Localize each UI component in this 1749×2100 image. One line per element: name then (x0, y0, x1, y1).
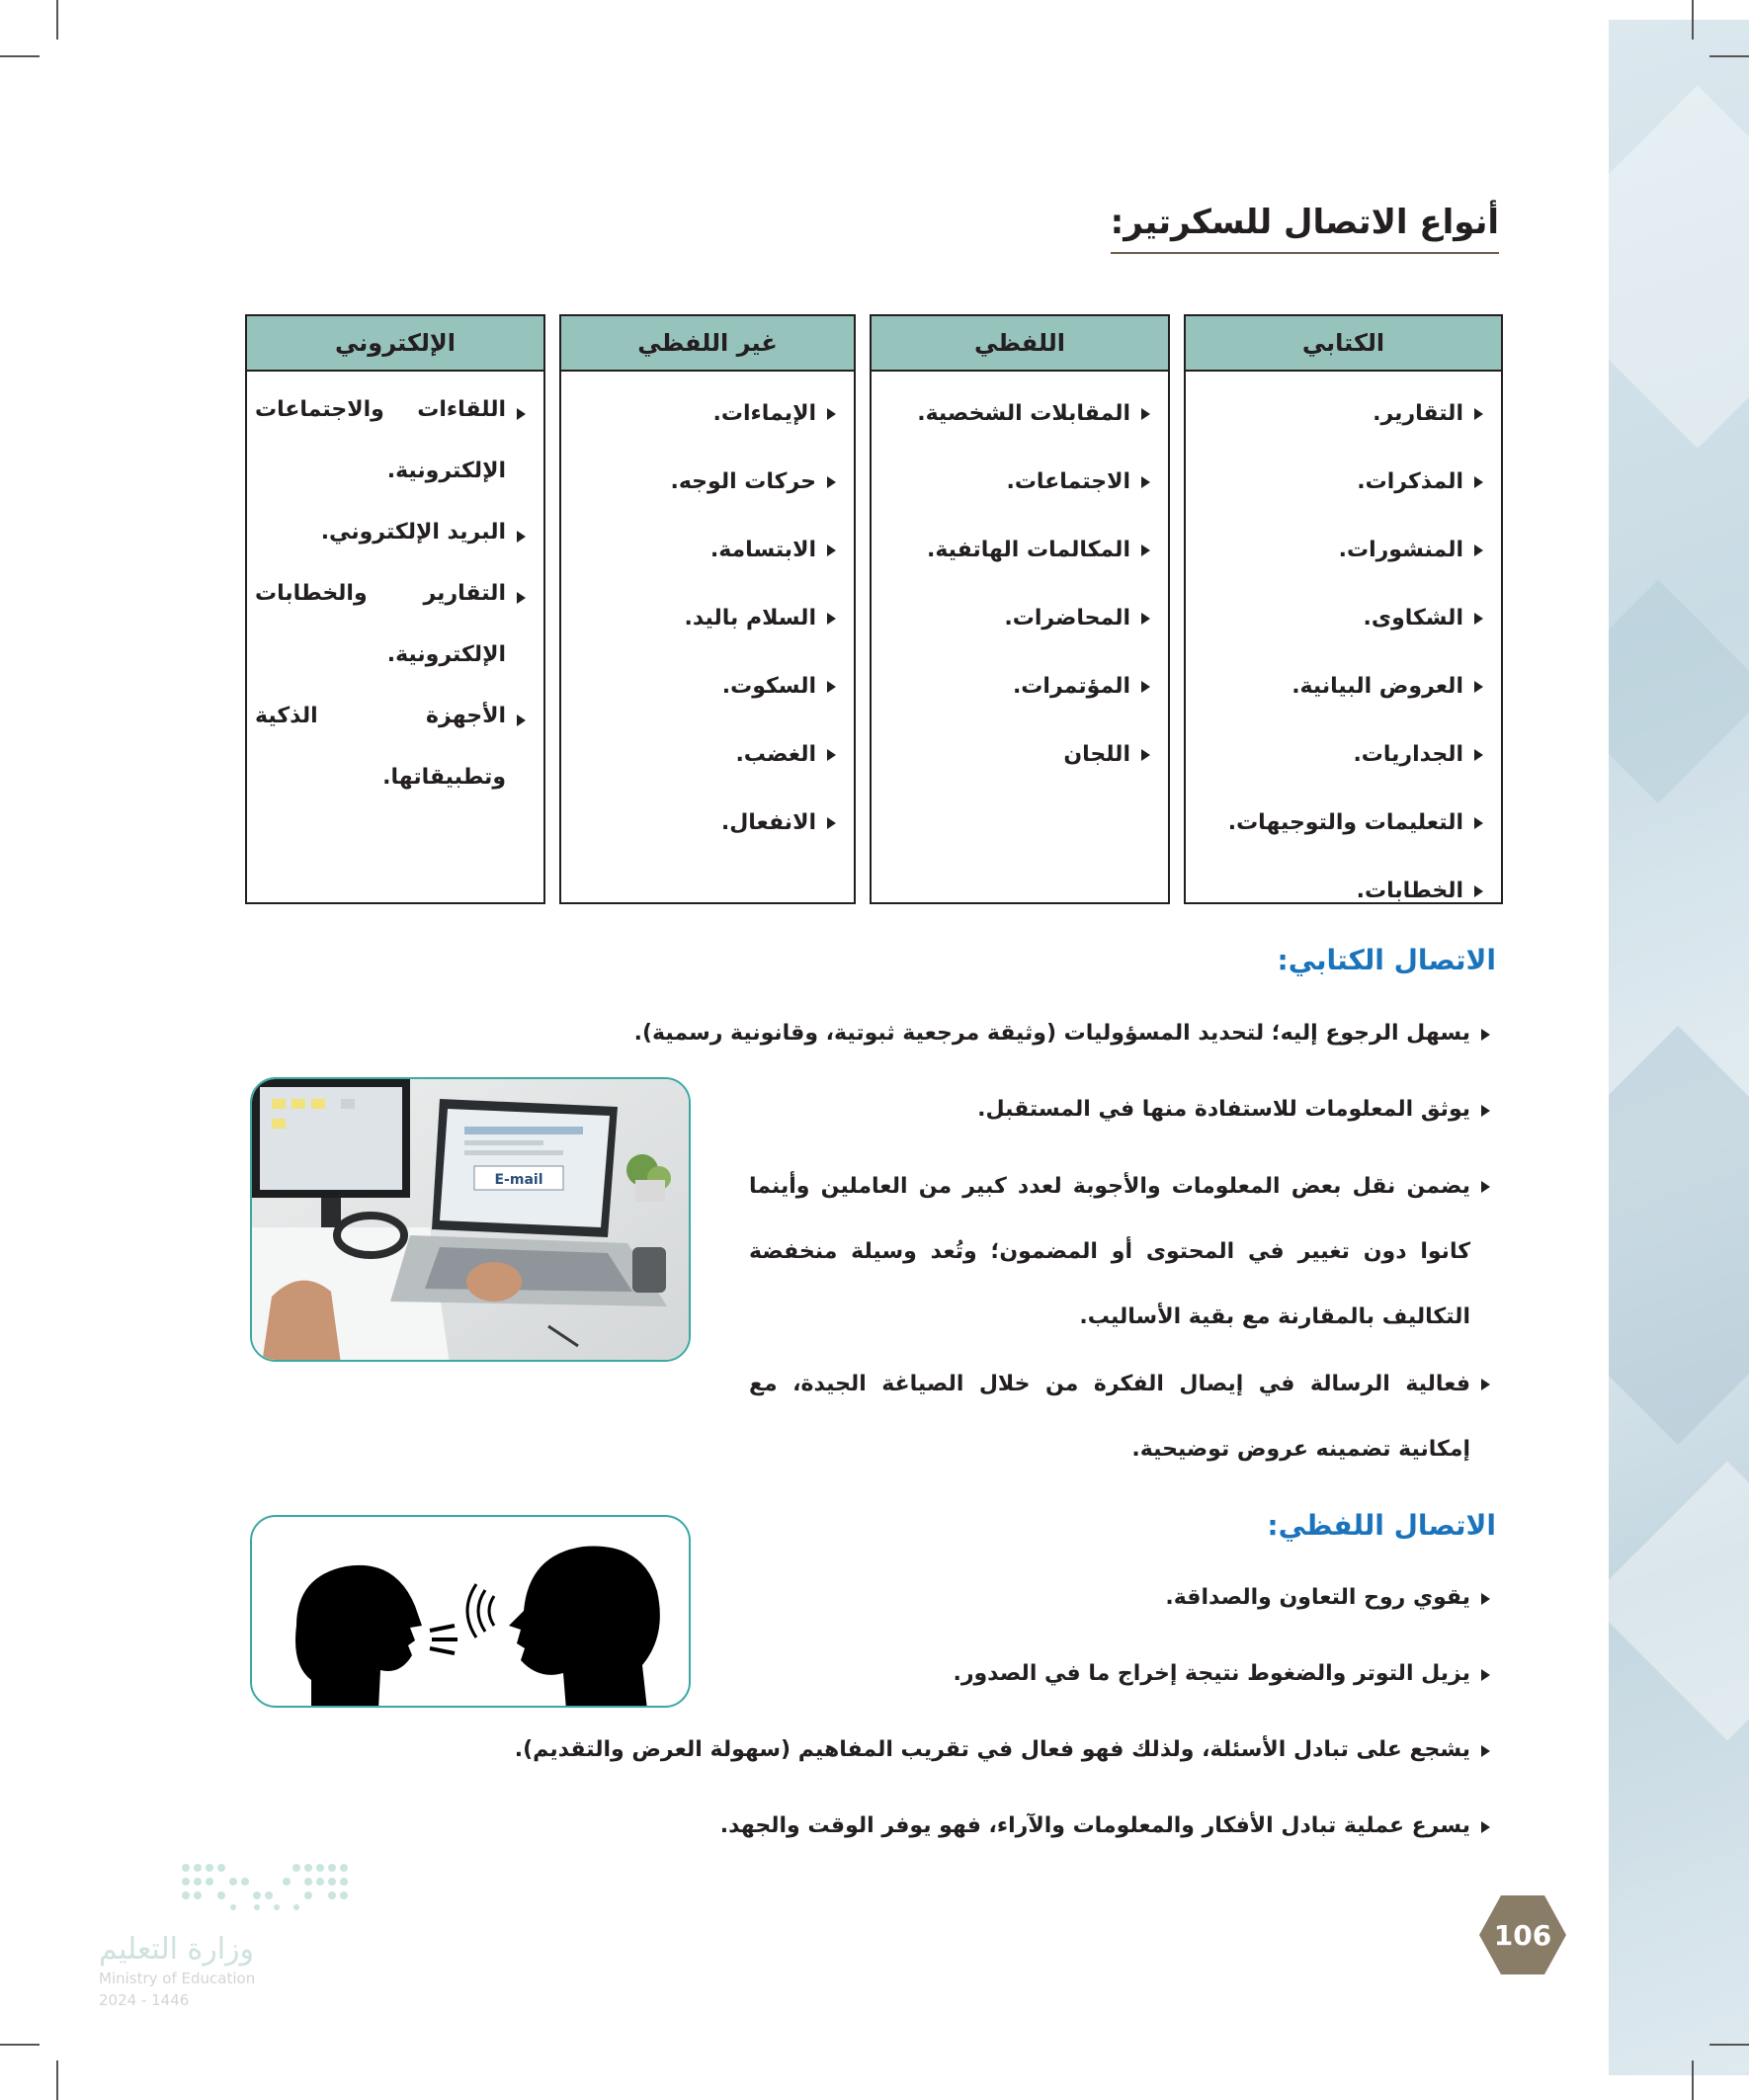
bullet-item: يسهل الرجوع إليه؛ لتحديد المسؤوليات (وثيقة مرجعية ثبوتية، وقانونية رسمية). (634, 1015, 1496, 1052)
bullet-triangle-icon (1474, 613, 1483, 625)
bullet-triangle-icon (827, 749, 836, 761)
list-item: الغضب. (569, 720, 842, 789)
bullet-triangle-icon (1481, 1593, 1490, 1605)
bullet-triangle-icon (827, 817, 836, 829)
list-item: اللجان (879, 720, 1156, 789)
table-column-heading: الكتابي (1186, 316, 1501, 372)
list-item: الأجهزة الذكية وتطبيقاتها. (255, 686, 532, 808)
decorative-side-band (1609, 20, 1749, 2075)
crop-mark (1709, 55, 1749, 57)
section-heading-written: الاتصال الكتابي: (1277, 944, 1496, 976)
list-item: التقارير. (1194, 379, 1489, 448)
bullet-triangle-icon (1481, 1379, 1490, 1390)
list-item: المذكرات. (1194, 448, 1489, 516)
table-column-electronic (245, 314, 545, 904)
email-laptop-image (250, 1077, 691, 1362)
bullet-triangle-icon (517, 714, 526, 726)
bullet-triangle-icon (1141, 613, 1150, 625)
crop-mark (0, 2044, 40, 2046)
bullet-triangle-icon (1474, 408, 1483, 420)
list-item: المؤتمرات. (879, 652, 1156, 720)
bullet-item: يشجع على تبادل الأسئلة، ولذلك فهو فعال في تقريب المفاهيم (سهولة العرض والتقديم). (515, 1731, 1496, 1769)
bullet-triangle-icon (517, 592, 526, 604)
crop-mark (1709, 2044, 1749, 2046)
list-item: اللقاءات والاجتماعات الإلكترونية. (255, 379, 532, 502)
bullet-triangle-icon (1481, 1105, 1490, 1117)
bullet-triangle-icon (827, 408, 836, 420)
bullet-triangle-icon (1481, 1181, 1490, 1193)
bullet-triangle-icon (1481, 1029, 1490, 1041)
list-item: المكالمات الهاتفية. (879, 516, 1156, 584)
bullet-triangle-icon (517, 408, 526, 420)
ministry-name-arabic: وزارة التعليم (99, 1932, 255, 1967)
bullet-item: يوثق المعلومات للاستفادة منها في المستقبل. (977, 1091, 1496, 1129)
ministry-name-english: Ministry of Education (99, 1970, 256, 1987)
table-column-nonverbal (559, 314, 856, 904)
bullet-item: يقوي روح التعاون والصداقة. (1165, 1579, 1496, 1617)
email-screen-label: E-mail (494, 1172, 543, 1188)
table-column-verbal (870, 314, 1170, 904)
list-item: الاجتماعات. (879, 448, 1156, 516)
list-item: الابتسامة. (569, 516, 842, 584)
bullet-triangle-icon (1141, 681, 1150, 693)
table-column-heading: الإلكتروني (247, 316, 543, 372)
page-number: 106 (1493, 1918, 1552, 1952)
bullet-triangle-icon (1481, 1821, 1490, 1833)
crop-mark (56, 0, 58, 40)
bullet-triangle-icon (1481, 1669, 1490, 1681)
bullet-item: فعالية الرسالة في إيصال الفكرة من خلال الصياغة الجيدة، مع إمكانية تضمينه عروض توضيحية. (749, 1352, 1496, 1482)
crop-mark (0, 55, 40, 57)
crop-mark (1692, 2060, 1694, 2100)
bullet-triangle-icon (1141, 476, 1150, 488)
list-item: حركات الوجه. (569, 448, 842, 516)
list-item: الشكاوى. (1194, 584, 1489, 652)
bullet-triangle-icon (1141, 749, 1150, 761)
list-item: الخطابات. (1194, 857, 1489, 925)
bullet-triangle-icon (517, 531, 526, 543)
bullet-triangle-icon (1474, 476, 1483, 488)
bullet-item: يزيل التوتر والضغوط نتيجة إخراج ما في الصدور. (953, 1655, 1496, 1693)
page-title: أنواع الاتصال للسكرتير: (1111, 203, 1499, 254)
table-column-written (1184, 314, 1503, 904)
list-item: البريد الإلكتروني. (255, 502, 532, 563)
bullet-triangle-icon (1474, 681, 1483, 693)
table-column-heading: اللفظي (872, 316, 1168, 372)
table-column-heading: غير اللفظي (561, 316, 854, 372)
section-heading-verbal: الاتصال اللفظي: (1267, 1509, 1496, 1542)
bullet-triangle-icon (827, 681, 836, 693)
bullet-triangle-icon (1474, 749, 1483, 761)
bullet-triangle-icon (1474, 545, 1483, 556)
crop-mark (56, 2060, 58, 2100)
list-item: السكوت. (569, 652, 842, 720)
list-item: العروض البيانية. (1194, 652, 1489, 720)
list-item: المحاضرات. (879, 584, 1156, 652)
bullet-triangle-icon (1474, 817, 1483, 829)
ministry-year: 2024 - 1446 (99, 1991, 190, 2009)
speaking-heads-image (250, 1515, 691, 1708)
bullet-triangle-icon (827, 545, 836, 556)
list-item: التقارير والخطابات الإلكترونية. (255, 563, 532, 686)
list-item: التعليمات والتوجيهات. (1194, 789, 1489, 857)
list-item: المقابلات الشخصية. (879, 379, 1156, 448)
bullet-triangle-icon (1481, 1745, 1490, 1757)
list-item: المنشورات. (1194, 516, 1489, 584)
bullet-triangle-icon (1141, 545, 1150, 556)
bullet-item: يسرع عملية تبادل الأفكار والمعلومات والآراء، فهو يوفر الوقت والجهد. (720, 1807, 1496, 1845)
list-item: السلام باليد. (569, 584, 842, 652)
list-item: الجداريات. (1194, 720, 1489, 789)
bullet-item: يضمن نقل بعض المعلومات والأجوبة لعدد كبير من العاملين وأينما كانوا دون تغيير في المحتوى أو المضمون؛ وتُعد وسيلة منخفضة التكاليف بالمقارنة مع بقية الأساليب. (749, 1154, 1496, 1350)
bullet-triangle-icon (1474, 885, 1483, 897)
crop-mark (1692, 0, 1694, 40)
bullet-triangle-icon (1141, 408, 1150, 420)
bullet-triangle-icon (827, 613, 836, 625)
list-item: الانفعال. (569, 789, 842, 857)
list-item: الإيماءات. (569, 379, 842, 448)
bullet-triangle-icon (827, 476, 836, 488)
